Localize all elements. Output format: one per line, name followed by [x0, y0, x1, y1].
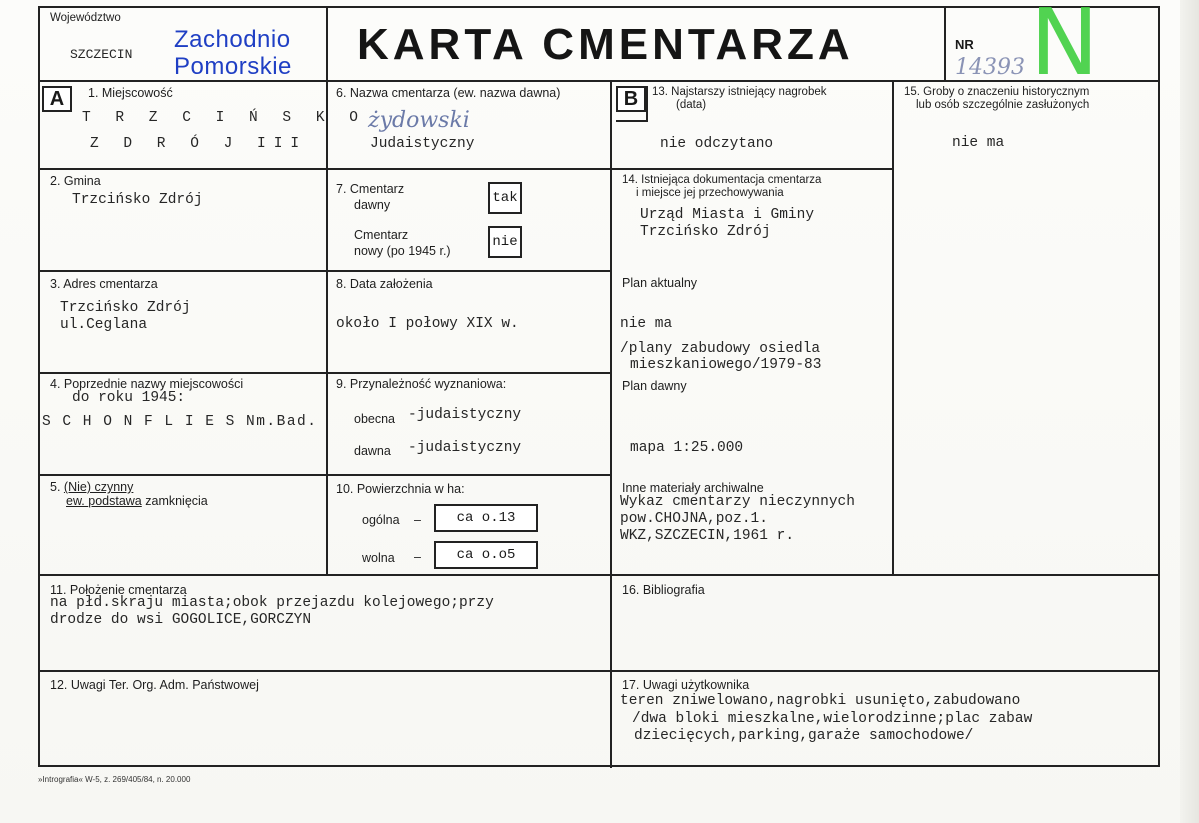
- f14-line1: Urząd Miasta i Gminy: [640, 207, 815, 223]
- f3-line1: Trzcińsko Zdrój: [60, 300, 191, 316]
- f7-old-label: dawny: [354, 198, 391, 212]
- f4-value: S C H O N F L I E S Nm.Bad.: [42, 414, 318, 430]
- f5-label2: [66, 494, 208, 508]
- f9-label: 9. Przynależność wyznaniowa:: [336, 377, 507, 391]
- other-line2: pow.CHOJNA,poz.1.: [620, 511, 768, 527]
- f5-label2-suffix: zamknięcia: [141, 494, 208, 508]
- page-edge-shadow: [1180, 0, 1199, 823]
- f5-label: [50, 480, 133, 494]
- f11-label: 11. Położenie cmentarza: [50, 583, 187, 597]
- col-divider-2: [610, 80, 612, 768]
- f10-free-dash: –: [414, 550, 421, 564]
- plan-old-label: Plan dawny: [622, 379, 687, 393]
- f9-current-value: -judaistyczny: [408, 407, 522, 423]
- f9-former-value: -judaistyczny: [408, 440, 522, 456]
- f7-new-value: nie: [488, 226, 522, 258]
- f1-label: 1. Miejscowość: [88, 86, 173, 100]
- f17-label: 17. Uwagi użytkownika: [622, 678, 750, 692]
- f17-line2: /dwa bloki mieszkalne,wielorodzinne;plac zabaw: [632, 711, 1033, 727]
- f17-line3: dziecięcych,parking,garaże samochodowe/: [634, 728, 974, 744]
- other-line1: Wykaz cmentarzy nieczynnych: [620, 494, 855, 510]
- other-line3: WKZ,SZCZECIN,1961 r.: [620, 528, 795, 544]
- page-title: KARTA CMENTARZA: [357, 20, 854, 69]
- plan-current-line1: nie ma: [620, 316, 673, 332]
- f17-line1: teren zniwelowano,nagrobki usunięto,zabudowano: [620, 693, 1021, 709]
- f14-line2: Trzcińsko Zdrój: [640, 224, 771, 240]
- section-a-badge: A: [42, 86, 72, 112]
- col-divider-3: [892, 80, 894, 575]
- row-rule-b1: [610, 168, 894, 170]
- f15-value: nie ma: [952, 135, 1005, 151]
- f15-label1: 15. Groby o znaczeniu historycznym: [904, 86, 1090, 98]
- f5-label2-underlined: podstawa: [88, 494, 142, 508]
- f7-label: 7. Cmentarz: [336, 182, 405, 196]
- nr-handwritten: 14393: [955, 55, 1025, 80]
- f8-value: około I połowy XIX w.: [336, 316, 519, 332]
- f15-label2: lub osób szczególnie zasłużonych: [916, 99, 1090, 111]
- header-divider-left: [326, 6, 328, 81]
- f10-free-label: wolna: [362, 551, 395, 565]
- f5-label-nie: (Nie) czynny: [63, 480, 134, 494]
- f6-label: 6. Nazwa cmentarza (ew. nazwa dawna): [336, 86, 561, 100]
- f8-label: 8. Data założenia: [336, 277, 433, 291]
- f13-label2: (data): [676, 99, 707, 111]
- f6-handwritten: żydowski: [368, 108, 470, 133]
- f4-until: do roku 1945:: [72, 390, 186, 406]
- other-materials-label: Inne materiały archiwalne: [622, 481, 764, 495]
- f10-free-value: ca o.o5: [434, 541, 538, 569]
- f14-label2: i miejsce jej przechowywania: [636, 187, 784, 199]
- f10-total-dash: –: [414, 513, 421, 527]
- f14-label1: 14. Istniejąca dokumentacja cmentarza: [622, 174, 822, 186]
- section-b-badge-base: [616, 120, 648, 122]
- f2-label: 2. Gmina: [50, 174, 101, 188]
- f11-line1: na płd.skraju miasta;obok przejazdu kolejowego;przy: [50, 595, 494, 611]
- f5-label-prefix: 5.: [50, 480, 64, 494]
- header-divider-right: [944, 6, 946, 81]
- row-rule-6: [38, 670, 1160, 672]
- section-b-badge: B: [616, 86, 646, 112]
- f7-old-value: tak: [488, 182, 522, 214]
- f4-label: 4. Poprzednie nazwy miejscowości: [50, 377, 244, 391]
- row-rule-5: [38, 574, 1160, 576]
- f6-value: Judaistyczny: [370, 136, 475, 152]
- f1-line2: Z D R Ó J III: [90, 136, 308, 152]
- header-bottom-rule: [38, 80, 1160, 82]
- row-rule-2: [38, 270, 612, 272]
- row-rule-4: [38, 474, 612, 476]
- f5-label2-prefix: ew.: [66, 494, 89, 508]
- f1-line1: T R Z C I Ń S K O: [82, 110, 366, 126]
- row-rule-3: [38, 372, 612, 374]
- row-rule-1: [38, 168, 612, 170]
- f9-current-label: obecna: [354, 412, 396, 426]
- stamp-line-2: Pomorskie: [174, 53, 292, 80]
- f16-label: 16. Bibliografia: [622, 583, 705, 597]
- plan-current-line2: /plany zabudowy osiedla: [620, 341, 821, 357]
- voivodeship-value: SZCZECIN: [70, 47, 133, 62]
- f10-total-label: ogólna: [362, 513, 400, 527]
- plan-current-line3: mieszkaniowego/1979-83: [630, 357, 822, 373]
- f3-line2: ul.Ceglana: [60, 317, 148, 333]
- voivodeship-label: Województwo: [50, 12, 121, 24]
- f11-line2: drodze do wsi GOGOLICE,GORCZYN: [50, 612, 312, 628]
- col-divider-1: [326, 80, 328, 575]
- f9-former-label: dawna: [354, 444, 391, 458]
- f13-value: nie odczytano: [660, 136, 774, 152]
- f7-new-label2: nowy (po 1945 r.): [354, 244, 451, 258]
- plan-old-value: mapa 1:25.000: [630, 440, 744, 456]
- f13-label1: 13. Najstarszy istniejący nagrobek: [652, 86, 827, 98]
- plan-current-label: Plan aktualny: [622, 276, 698, 290]
- f12-label: 12. Uwagi Ter. Org. Adm. Państwowej: [50, 678, 259, 692]
- f10-label: 10. Powierzchnia w ha:: [336, 482, 465, 496]
- section-b-badge-tail: [646, 86, 648, 122]
- green-n-mark: N: [1030, 0, 1099, 96]
- printer-imprint: »Intrografia« W-5, z. 269/405/84, n. 20.000: [38, 775, 191, 784]
- f2-value: Trzcińsko Zdrój: [72, 192, 203, 208]
- nr-label: NR: [955, 37, 974, 52]
- stamp-line-1: Zachodnio: [174, 26, 291, 53]
- f3-label: 3. Adres cmentarza: [50, 277, 158, 291]
- f7-new-label1: Cmentarz: [354, 228, 409, 242]
- f10-total-value: ca o.13: [434, 504, 538, 532]
